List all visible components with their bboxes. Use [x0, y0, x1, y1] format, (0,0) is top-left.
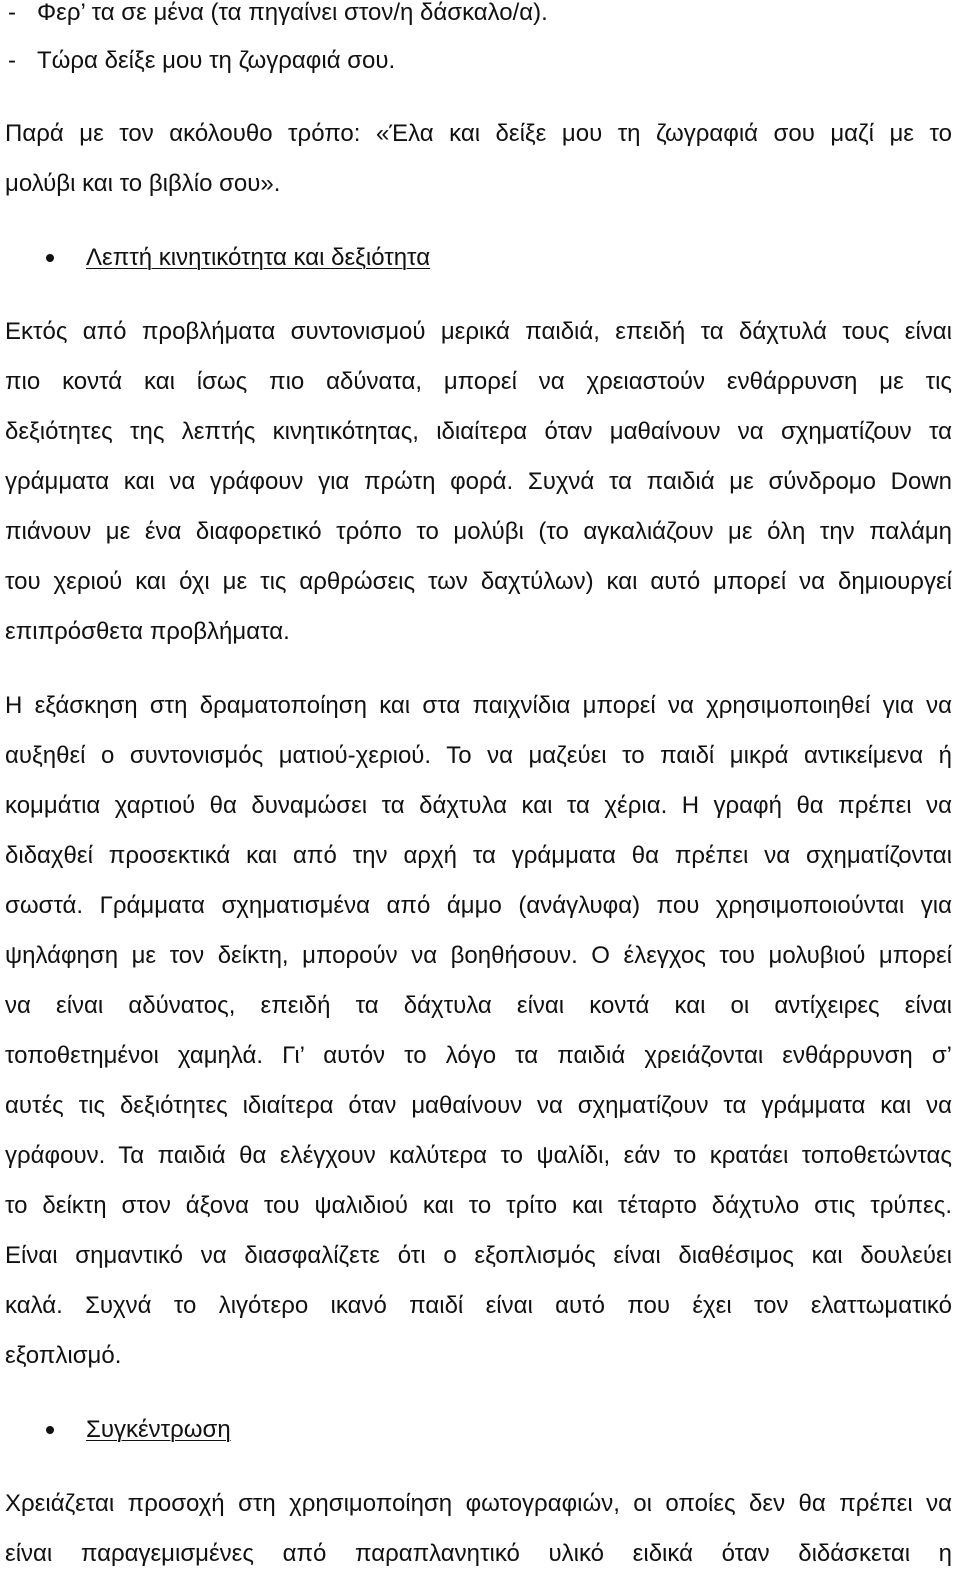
paragraph-line: αυτές τις δεξιότητες ιδιαίτερα όταν μαθαίνουν να σχηματίζουν τα γράμματα και να [5, 1092, 952, 1119]
section-heading-text: Λεπτή κινητικότητα και δεξιότητα [86, 244, 431, 271]
paragraph-line: επιπρόσθετα προβλήματα. [5, 618, 290, 645]
paragraph-line: αυξηθεί ο συντονισμός ματιού-χεριού. Το να μαζεύει το παιδί μικρά αντικείμενα ή [5, 742, 952, 769]
bullet-icon [46, 254, 54, 262]
paragraph-line: δεξιότητες της λεπτής κινητικότητας, ιδιαίτερα όταν μαθαίνουν να σχηματίζουν τα [5, 418, 952, 445]
instruction-paragraph [5, 109, 952, 209]
paragraph-line: καλά. Συχνά το λιγότερο ικανό παιδί είναι αυτό που έχει τον ελαττωματικό [5, 1292, 952, 1319]
dash-marker: - [8, 0, 16, 26]
paragraph-line: κομμάτια χαρτιού θα δυναμώσει τα δάχτυλα και τα χέρια. Η γραφή θα πρέπει να [5, 792, 952, 819]
paragraph-line: εξοπλισμό. [5, 1342, 122, 1369]
section-heading-text: Συγκέντρωση [86, 1416, 231, 1443]
paragraph-line: είναι παραγεμισμένες από παραπλανητικό υλικό ειδικά όταν διδάσκεται η [5, 1540, 952, 1567]
paragraph-line: Εκτός από προβλήματα συντονισμού μερικά παιδιά, επειδή τα δάχτυλά τους είναι [5, 318, 952, 345]
paragraph-line: Η εξάσκηση στη δραματοποίηση και στα παιχνίδια μπορεί να χρησιμοποιηθεί για να [5, 692, 952, 719]
paragraph-line: γράμματα και να γράφουν για πρώτη φορά. Συχνά τα παιδιά με σύνδρομο Down [5, 468, 952, 495]
paragraph-line: να είναι αδύνατος, επειδή τα δάχτυλα είναι κοντά και οι αντίχειρες είναι [5, 992, 952, 1019]
paragraph-line: Είναι σημαντικό να διασφαλίζετε ότι ο εξοπλισμός είναι διαθέσιμος και δουλεύει [5, 1242, 952, 1269]
paragraph-line: μολύβι και το βιβλίο σου». [5, 170, 281, 197]
paragraph-line: γράφουν. Τα παιδιά θα ελέγχουν καλύτερα το ψαλίδι, εάν το κρατάει τοποθετώντας [5, 1142, 952, 1169]
section-heading-concentration [5, 1405, 952, 1455]
paragraph [5, 307, 952, 657]
paragraph-line: σωστά. Γράμματα σχηματισμένα από άμμο (ανάγλυφα) που χρησιμοποιούνται για [5, 892, 952, 919]
bullet-icon [46, 1426, 54, 1434]
paragraph-line: τοποθετημένοι χαμηλά. Γι’ αυτόν το λόγο τα παιδιά χρειάζονται ενθάρρυνση σ’ [5, 1042, 952, 1069]
paragraph-line: πιο κοντά και ίσως πιο αδύνατα, μπορεί να χρειαστούν ενθάρρυνση με τις [5, 368, 952, 395]
dash-marker: - [8, 47, 16, 74]
paragraph-line: του χεριού και όχι με τις αρθρώσεις των δαχτύλων) και αυτό μπορεί να δημιουργεί [5, 568, 952, 595]
paragraph-line: πιάνουν με ένα διαφορετικό τρόπο το μολύβι (το αγκαλιάζουν με όλη την παλάμη [5, 518, 952, 545]
dialogue-text: Φερ’ τα σε μένα (τα πηγαίνει στον/η δάσκαλο/α). [37, 0, 548, 26]
paragraph-line: Παρά με τον ακόλουθο τρόπο: «Έλα και δείξε μου τη ζωγραφιά σου μαζί με το [5, 120, 952, 147]
paragraph [5, 1479, 952, 1577]
paragraph [5, 681, 952, 1381]
dialogue-item [5, 0, 952, 37]
dialogue-text: Τώρα δείξε μου τη ζωγραφιά σου. [37, 47, 396, 74]
dialogue-item [5, 37, 952, 85]
paragraph-line: διδαχθεί προσεκτικά και από την αρχή τα γράμματα θα πρέπει να σχηματίζονται [5, 842, 952, 869]
paragraph-line: ψηλάφηση με τον δείκτη, μπορούν να βοηθήσουν. Ο έλεγχος του μολυβιού μπορεί [5, 942, 952, 969]
document-body [5, 0, 952, 1577]
paragraph-line: το δείκτη στον άξονα του ψαλιδιού και το τρίτο και τέταρτο δάχτυλο στις τρύπες. [5, 1192, 952, 1219]
paragraph-line: Χρειάζεται προσοχή στη χρησιμοποίηση φωτογραφιών, οι οποίες δεν θα πρέπει να [5, 1490, 952, 1517]
section-heading-fine-motor [5, 233, 952, 283]
